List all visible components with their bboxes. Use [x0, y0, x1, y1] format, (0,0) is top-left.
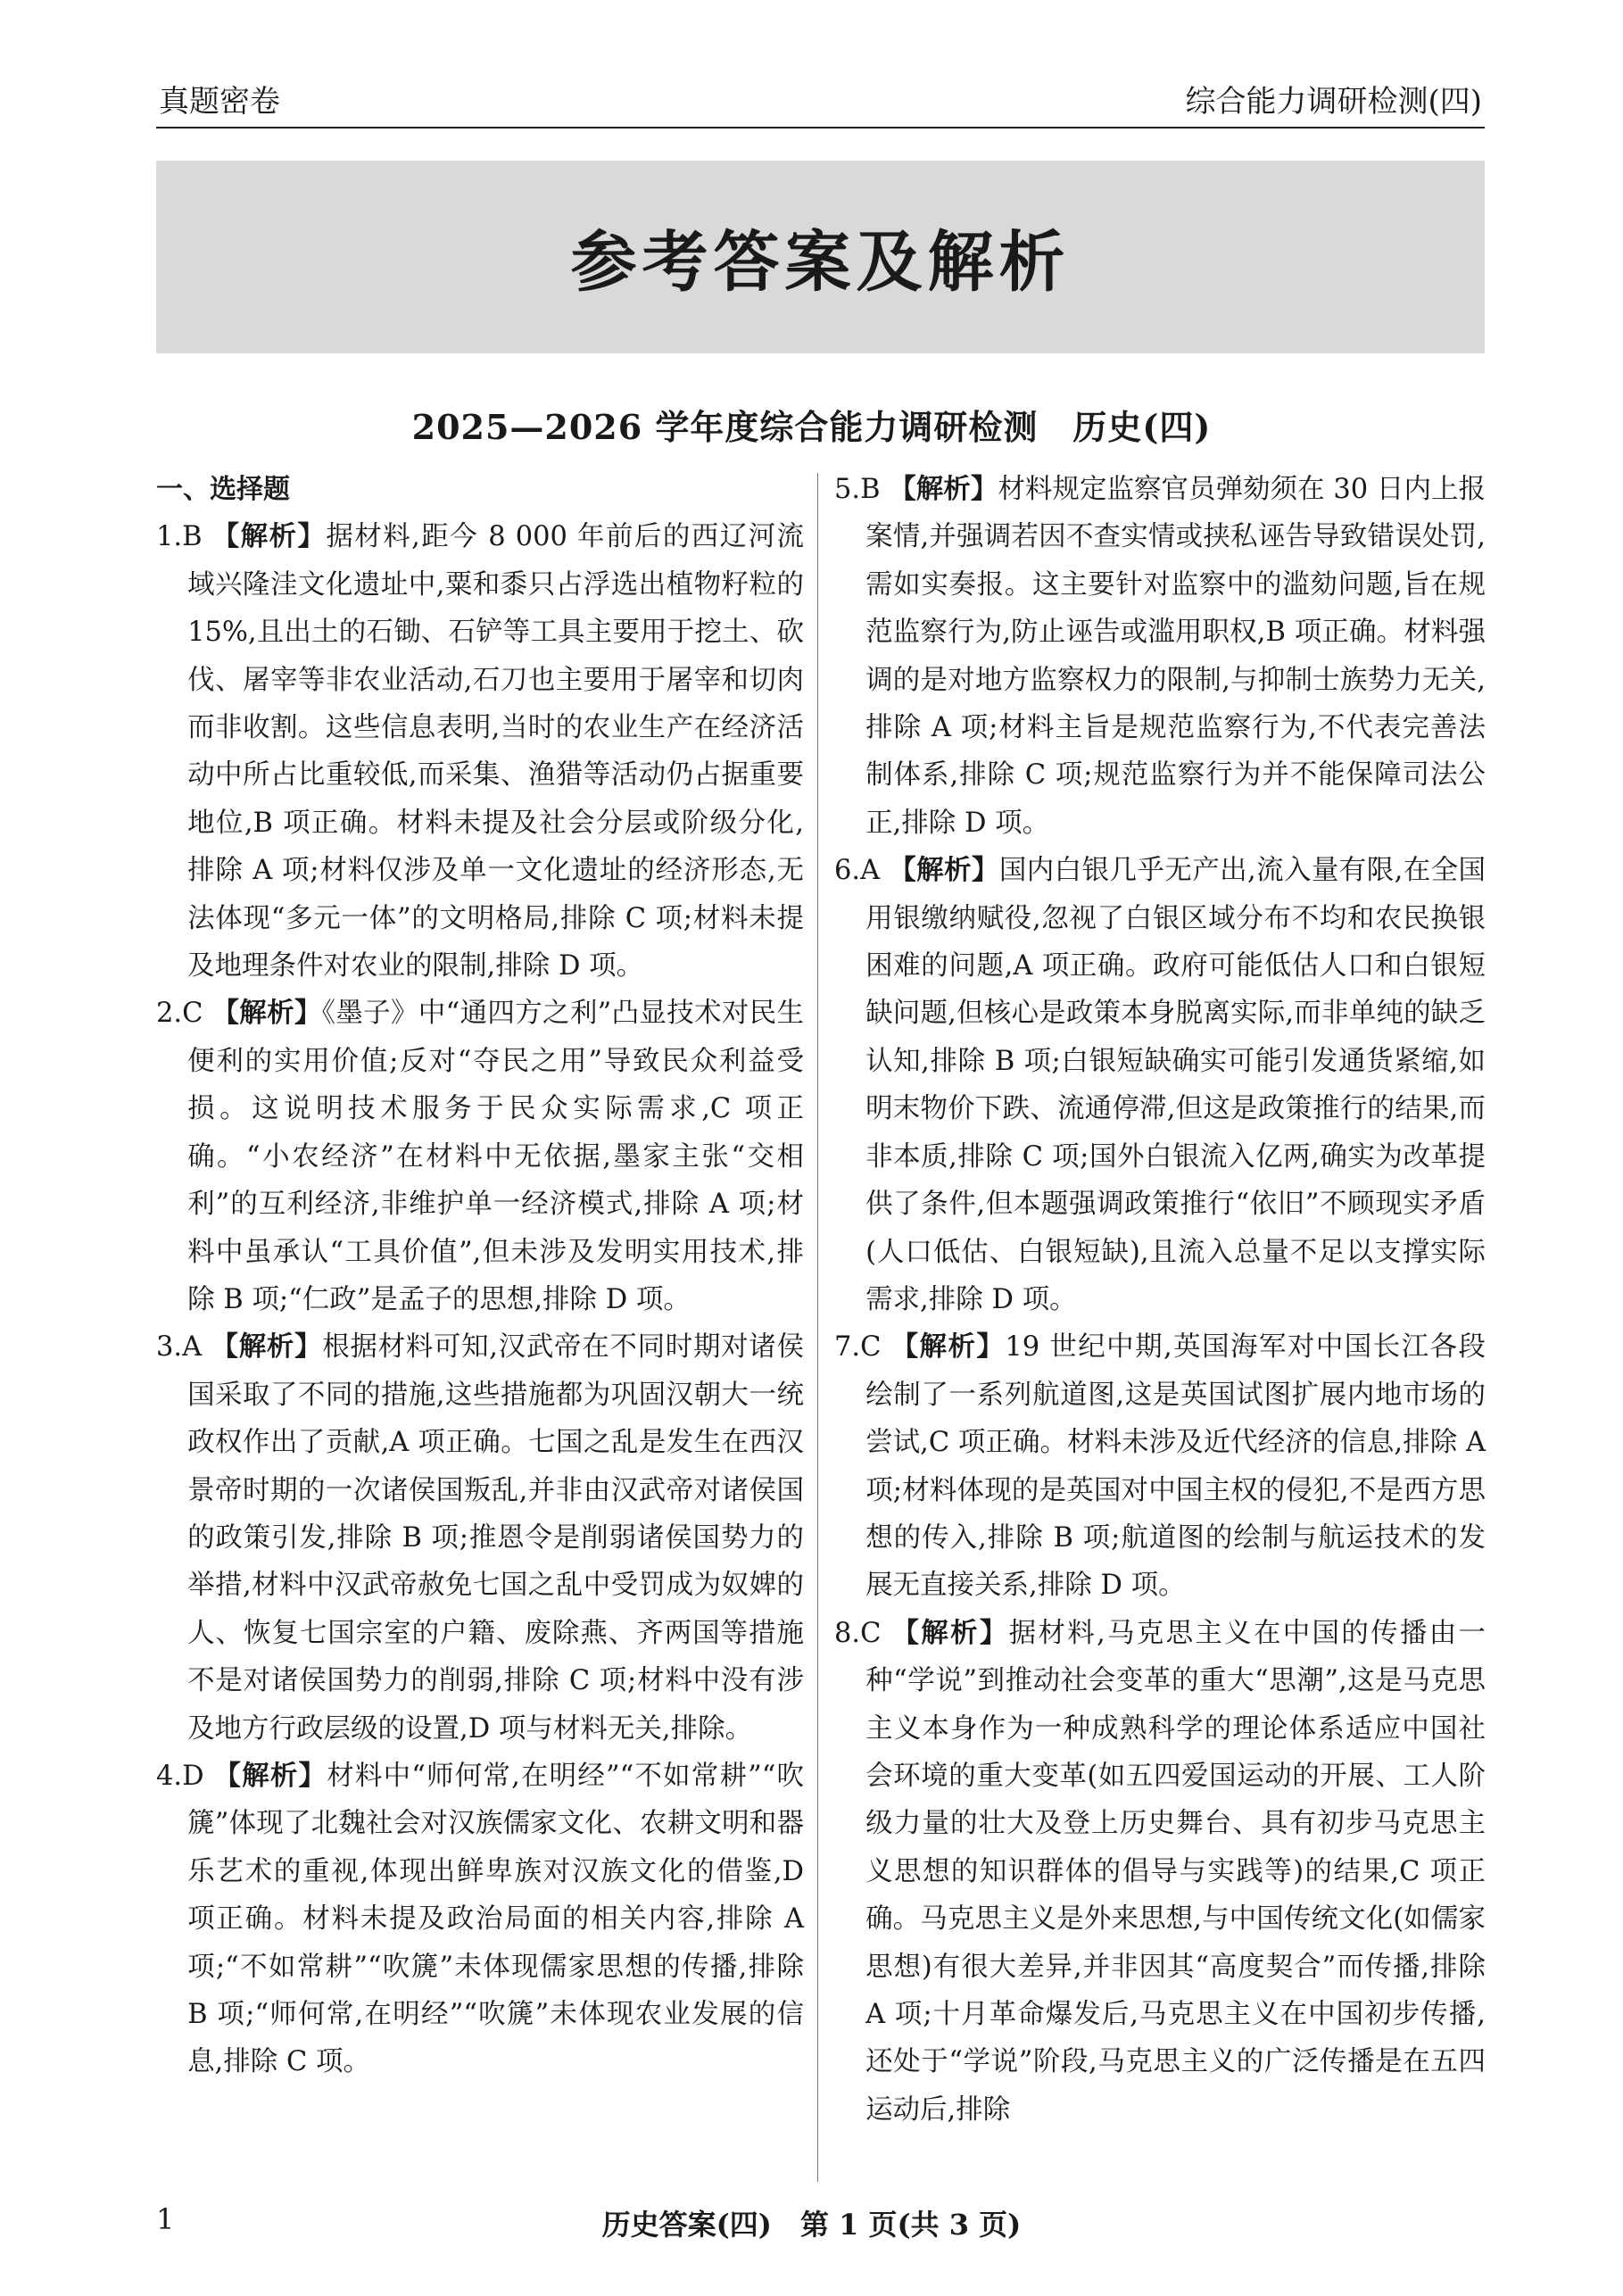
- answer-number: 7.C: [834, 1331, 882, 1364]
- header-exam-name: 综合能力调研检测(四): [1185, 84, 1482, 120]
- answer-explanation: 根据材料可知,汉武帝在不同时期对诸侯国采取了不同的措施,这些措施都为巩固汉朝大一统政权作出了贡献,A 项正确。七国之乱是发生在西汉景帝时期的一次诸侯国叛乱,并非由汉武帝对诸侯国的政策引发,排除 B 项;推恩令是削弱诸侯国势力的举措,材料中汉武帝赦免七国之乱中受罚成为奴婢的人、恢复七国宗室的户籍、废除燕、齐两国等措施不是对诸侯国势力的削弱,排除 C 项;材料中没有涉及地方行政层级的设置,D 项与材料无关,排除。: [187, 1331, 804, 1745]
- column-divider: [817, 473, 818, 2182]
- answer-item: [156, 1753, 804, 2086]
- answer-explanation: 《墨子》中“通四方之利”凸显技术对民生便利的实用价值;反对“夺民之用”导致民众利益受损。这说明技术服务于民众实际需求,C 项正确。“小农经济”在材料中无依据,墨家主张“交相利”的互利经济,非维护单一经济模式,排除 A 项;材料中虽承认“工具价值”,但未涉及发明实用技术,排除 B 项;“仁政”是孟子的思想,排除 D 项。: [187, 998, 805, 1315]
- answer-explanation: 据材料,马克思主义在中国的传播由一种“学说”到推动社会变革的重大“思潮”,这是马克思主义本身作为一种成熟科学的理论体系适应中国社会环境的重大变革(如五四爱国运动的开展、工人阶级力量的壮大及登上历史舞台、具有初步马克思主义思想的知识群体的倡导与实践等)的结果,C 项正确。马克思主义是外来思想,与中国传统文化(如儒家思想)有很大差异,并非因其“高度契合”而传播,排除 A 项;十月革命爆发后,马克思主义在中国初步传播,还处于“学说”阶段,马克思主义的广泛传播是在五四运动后,排除: [865, 1617, 1486, 2126]
- answer-number: 5.B: [834, 474, 881, 505]
- answer-item: [156, 1323, 804, 1753]
- analysis-tag: 【解析】: [889, 473, 998, 505]
- answer-item: [834, 466, 1486, 847]
- page-number: 1: [156, 2202, 175, 2236]
- answer-number: 4.D: [156, 1760, 204, 1792]
- title-banner: [156, 161, 1485, 353]
- header-divider: [156, 127, 1485, 128]
- answer-item: [834, 1610, 1486, 2134]
- answer-number: 3.A: [156, 1331, 203, 1364]
- exam-title: 2025—2026 学年度综合能力调研检测 历史(四): [411, 407, 1212, 447]
- answer-explanation: 国内白银几乎无产出,流入量有限,在全国用银缴纳赋役,忽视了白银区域分布不均和农民换银困难的问题,A 项正确。政府可能低估人口和白银短缺问题,但核心是政策本身脱离实际,而非单纯的缺乏认知,排除 B 项;白银短缺确实可能引发通货紧缩,如明末物价下跌、流通停滞,但这是政策推行的结果,而非本质,排除 C 项;国外白银流入亿两,确实为改革提供了条件,但本题强调政策推行“依旧”不顾现实矛盾(人口低估、白银短缺),且流入总量不足以支撑实际需求,排除 D 项。: [865, 855, 1486, 1315]
- answer-number: 2.C: [156, 998, 203, 1030]
- analysis-tag: 【解析】: [211, 997, 322, 1030]
- footer-label: 历史答案(四) 第 1 页(共 3 页): [601, 2208, 1022, 2242]
- right-column: [834, 466, 1486, 2134]
- answer-item: [156, 513, 804, 990]
- answer-explanation: 材料规定监察官员弹劾须在 30 日内上报案情,并强调若因不查实情或挟私诬告导致错误处罚,需如实奏报。这主要针对监察中的滥劾问题,旨在规范监察行为,防止诬告或滥用职权,B 项正确。材料强调的是对地方监察权力的限制,与抑制士族势力无关,排除 A 项;材料主旨是规范监察行为,不代表完善法制体系,排除 C 项;规范监察行为并不能保障司法公正,排除 D 项。: [865, 474, 1486, 839]
- answer-number: 1.B: [156, 521, 203, 553]
- answer-item: [834, 847, 1486, 1323]
- analysis-tag: 【解析】: [889, 854, 999, 887]
- analysis-tag: 【解析】: [213, 1759, 327, 1792]
- analysis-tag: 【解析】: [891, 1616, 1009, 1649]
- analysis-tag: 【解析】: [890, 1330, 1006, 1364]
- header-series-title: 真题密卷: [159, 84, 280, 120]
- banner-title: 参考答案及解析: [570, 224, 1071, 301]
- answer-explanation: 19 世纪中期,英国海军对中国长江各段绘制了一系列航道图,这是英国试图扩展内地市场的尝试,C 项正确。材料未涉及近代经济的信息,排除 A 项;材料体现的是英国对中国主权的侵犯,不是西方思想的传入,排除 B 项;航道图的绘制与航运技术的发展无直接关系,排除 D 项。: [865, 1331, 1486, 1602]
- left-column: [156, 466, 804, 2086]
- section-heading: 一、选择题: [156, 474, 290, 505]
- answer-explanation: 材料中“师何常,在明经”“不如常耕”“吹篪”体现了北魏社会对汉族儒家文化、农耕文明和器乐艺术的重视,体现出鲜卑族对汉族文化的借鉴,D 项正确。材料未提及政治局面的相关内容,排除 A 项;“不如常耕”“吹篪”未体现儒家思想的传播,排除 B 项;“师何常,在明经”“吹篪”未体现农业发展的信息,排除 C 项。: [187, 1760, 804, 2078]
- analysis-tag: 【解析】: [211, 520, 327, 553]
- answer-explanation: 据材料,距今 8 000 年前后的西辽河流域兴隆洼文化遗址中,粟和黍只占浮选出植物籽粒的 15%,且出土的石锄、石铲等工具主要用于挖土、砍伐、屠宰等非农业活动,石刀也主要用于屠宰和切肉而非收割。这些信息表明,当时的农业生产在经济活动中所占比重较低,而采集、渔猎等活动仍占据重要地位,B 项正确。材料未提及社会分层或阶级分化,排除 A 项;材料仅涉及单一文化遗址的经济形态,无法体现“多元一体”的文明格局,排除 C 项;材料未提及地理条件对农业的限制,排除 D 项。: [187, 521, 805, 982]
- answer-number: 8.C: [834, 1617, 882, 1649]
- answer-number: 6.A: [834, 855, 881, 887]
- answer-item: [834, 1323, 1486, 1609]
- answer-item: [156, 990, 804, 1323]
- analysis-tag: 【解析】: [211, 1330, 323, 1364]
